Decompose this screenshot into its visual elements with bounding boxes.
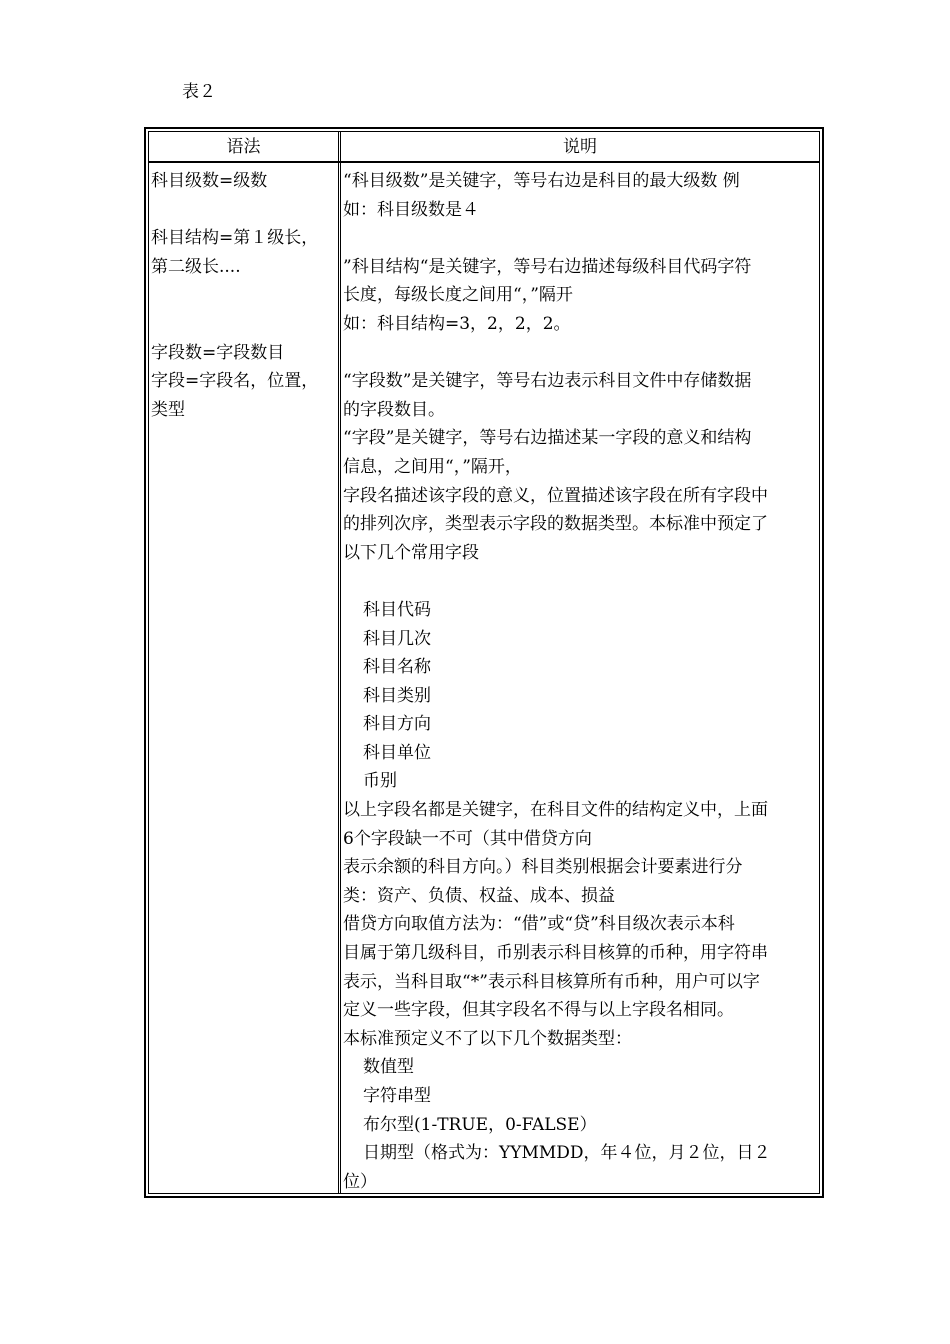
description-line: ”科目结构“是关键字，等号右边描述每级科目代码字符 [343,256,752,277]
syntax-line [151,281,335,310]
description-line: 如：科目级数是４ [343,199,479,220]
description-line: 借贷方向取值方法为：“借”或“贷”科目级次表示本科 [343,914,735,935]
column-divider [338,132,341,1193]
description-line: 的排列次序，类型表示字段的数据类型。本标准中预定了 [343,514,768,535]
description-line: 如：科目结构=3，2，2，2。 [343,313,571,334]
description-line [343,224,825,253]
description-line: 日期型（格式为：YYMMDD，年４位，月２位，日２ [363,1143,771,1164]
description-line: 的字段数目。 [343,399,445,420]
table-caption: 表２ [182,82,216,102]
header-description: 说明 [563,137,597,157]
description-line: 科目名称 [363,657,431,678]
description-line: 位） [343,1171,377,1192]
description-cell [343,167,825,1196]
description-line: 字段名描述该字段的意义，位置描述该字段在所有字段中 [343,485,768,506]
description-line: “科目级数”是关键字，等号右边是科目的最大级数 例 [343,171,740,191]
description-line: 表示余额的科目方向。）科目类别根据会计要素进行分 [343,857,743,878]
syntax-cell [151,167,335,424]
description-line: 定义一些字段，但其字段名不得与以上字段名相同。 [343,1000,734,1021]
description-line: 数值型 [363,1057,414,1078]
description-line: 科目几次 [363,628,431,649]
description-line: 以下几个常用字段 [343,542,479,563]
description-line: 类：资产、负债、权益、成本、损益 [343,885,615,906]
description-line [343,567,825,596]
description-line: 字符串型 [363,1086,431,1106]
description-line: 目属于第几级科目，币别表示科目核算的币种，用字符串 [343,943,768,964]
description-line: 以上字段名都是关键字，在科目文件的结构定义中，上面 [343,800,768,821]
description-line: 表示，当科目取“*”表示科目核算所有币种，用户可以字 [343,971,760,992]
description-line: 科目方向 [363,714,431,735]
table-header-row [149,132,819,163]
syntax-line: 第二级长.... [151,256,241,277]
table-inner-border [148,131,820,1194]
syntax-table [144,127,824,1198]
description-line: 币别 [363,771,397,792]
syntax-line: 字段=字段名，位置， [151,371,319,392]
syntax-line [151,196,335,225]
header-syntax: 语法 [226,137,261,157]
description-line: 科目代码 [363,599,431,620]
description-line: “字段数”是关键字，等号右边表示科目文件中存储数据 [343,371,752,392]
syntax-line [151,310,335,339]
syntax-line: 字段数=字段数目 [151,342,285,363]
syntax-line: 类型 [151,399,185,420]
description-line: 长度，每级长度之间用“，”隔开 [343,285,573,306]
description-line: 科目单位 [363,742,431,763]
description-line: 科目类别 [363,685,431,706]
description-line: 6个字段缺一不可（其中借贷方向 [343,828,592,849]
description-line: “字段”是关键字，等号右边描述某一字段的意义和结构 [343,428,752,449]
description-line: 布尔型(1-TRUE，0-FALSE） [363,1114,597,1135]
description-line [343,339,825,368]
syntax-line: 科目级数=级数 [151,171,268,191]
syntax-line: 科目结构=第１级长， [151,228,319,249]
description-line: 信息，之间用“，”隔开， [343,456,522,477]
description-line: 本标准预定义不了以下几个数据类型： [343,1028,632,1049]
